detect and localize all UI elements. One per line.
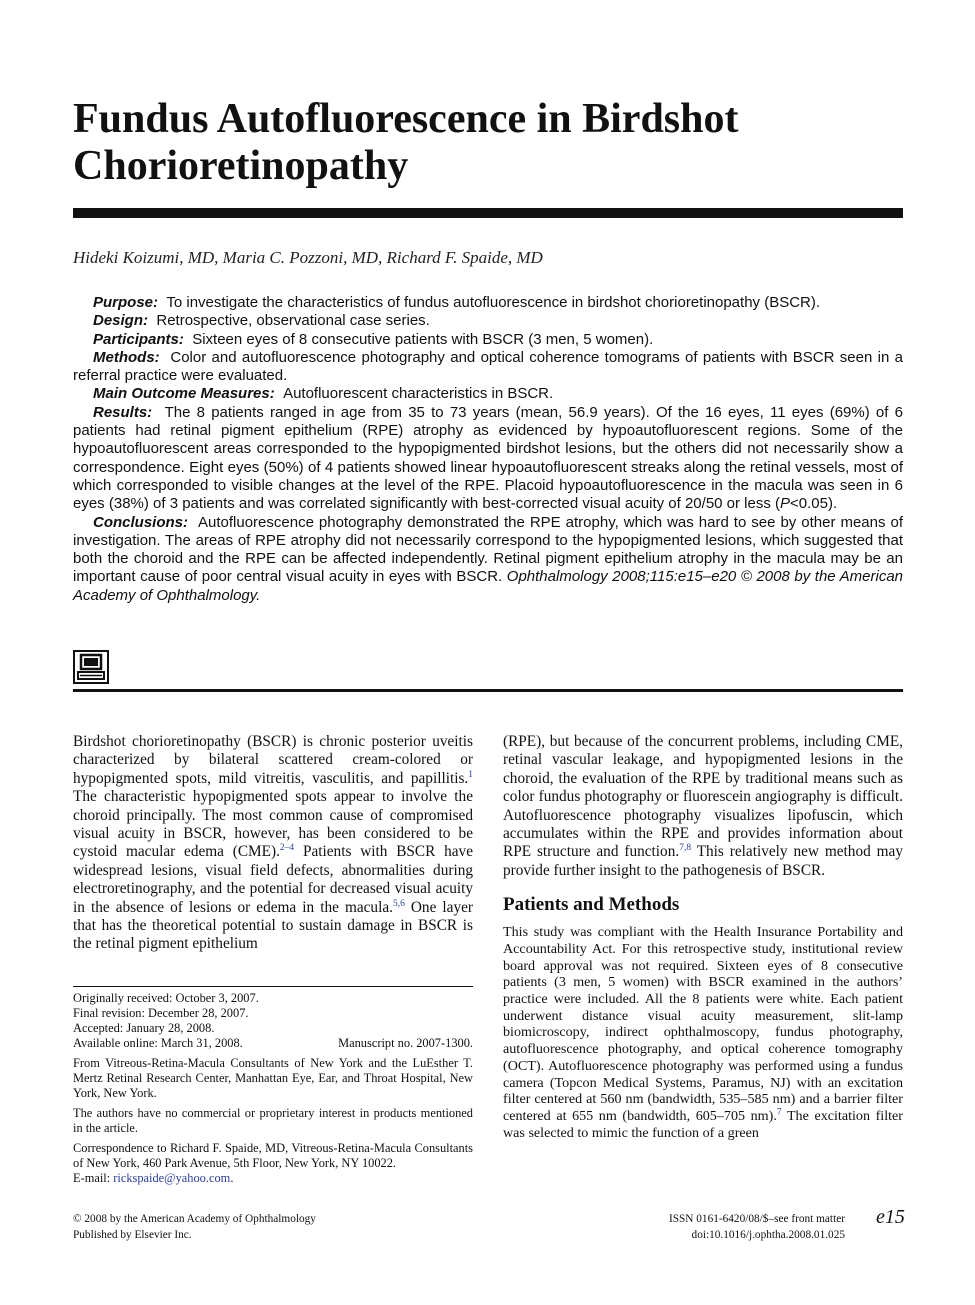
email-label: E-mail:	[73, 1171, 114, 1185]
intro-text-2: The characteristic hypopigmented spots appear to involve the choroid principally. The most common cause of compromised visual acuity in BSCR, however, has been considered to be cystoid macular edema (CME).	[73, 788, 473, 861]
article-title: Fundus Autofluorescence in Birdshot Chorioretinopathy	[73, 96, 739, 189]
abstract-results	[73, 404, 903, 514]
abstract-participants	[73, 331, 903, 349]
conclusions-text: Autofluorescence photography demonstrated the RPE atrophy, which was hard to see by other means of investigation. The areas of RPE atrophy did not necessarily correspond to the hypopigmented lesions, which suggested that both the choroid and the RPE can be affected independently. Retinal pigment epithelium atrophy in the macula may be an important cause of poor central visual acuity in eyes with BSCR.	[73, 513, 903, 586]
date-revision: Final revision: December 28, 2007.	[73, 1006, 249, 1020]
intro-continued-text-1: (RPE), but because of the concurrent problems, including CME, retinal vascular leakage, and hypopigmented lesions in the choroid, the evaluation of the RPE by traditional means such as color fundus photography or fluorescein angiography is difficult. Autofluorescence photography visualizes lipofuscin, which accumulates within the RPE and provides information about RPE structure and function.	[503, 733, 903, 861]
doi[interactable]: doi:10.1016/j.ophtha.2008.01.025	[691, 1228, 845, 1241]
author-list: Hideki Koizumi, MD, Maria C. Pozzoni, MD, Richard F. Spaide, MD	[73, 248, 543, 267]
abstract	[73, 294, 903, 605]
results-text-end: <0.05).	[790, 495, 838, 513]
intro-paragraph	[73, 733, 473, 954]
purpose-label: Purpose:	[93, 294, 159, 311]
title-rule	[73, 208, 903, 218]
abstract-conclusions	[73, 514, 903, 605]
results-text: The 8 patients ranged in age from 35 to 73 years (mean, 56.9 years). Of the 16 eyes, 11 eyes (69%) of 6 patients had retinal pigment epithelium (RPE) atrophy as evidenced by hypoautofluorescent regions. Some of the hypoautofluorescent areas corresponded to the hypopigmented birdshot lesions, but the others did not necessarily show a correspondence. Eight eyes (50%) of 4 patients showed linear hypoautofluorescent streaks along the retinal vessels, most of which corresponded to visible changes at the level of the RPE. Placoid hypoautofluorescence in the macula was seen in 6 eyes (38%) of 3 patients and was correlated significantly with best-corrected visual acuity of 20/50 or less (	[73, 403, 903, 513]
affiliation: From Vitreous-Retina-Macula Consultants of New York and the LuEsther T. Mertz Retinal Research Center, Manhattan Eye, Ear, and Throat Hospital, New York, New York.	[73, 1056, 473, 1100]
methods-label: Methods:	[93, 348, 160, 366]
abstract-outcome	[73, 385, 903, 403]
conclusions-label: Conclusions:	[93, 513, 189, 531]
footer-left	[73, 1212, 316, 1243]
footer-right	[600, 1212, 845, 1243]
conflict-of-interest: The authors have no commercial or proprietary interest in products mentioned in the article.	[73, 1106, 473, 1135]
publisher: Published by Elsevier Inc.	[73, 1228, 192, 1241]
date-online: Available online: March 31, 2008.	[73, 1036, 243, 1050]
section-heading-patients-methods: Patients and Methods	[503, 894, 680, 916]
page-number: e15	[876, 1206, 905, 1228]
footnote-dates	[73, 991, 473, 1051]
methods-text-2: The excitation filter was selected to mimic the function of a green	[503, 1107, 903, 1141]
manuscript-number: Manuscript no. 2007-1300.	[338, 1036, 473, 1050]
section-rule	[73, 689, 903, 692]
p-value-symbol: P	[780, 495, 791, 513]
intro-text-4: One layer that has the theoretical potential to sustain damage in BSCR is the retinal pigment epithelium	[73, 898, 473, 953]
ref-7[interactable]: 7	[776, 1107, 782, 1118]
participants-text: Sixteen eyes of 8 consecutive patients with BSCR (3 men, 5 women).	[192, 330, 654, 348]
date-received: Originally received: October 3, 2007.	[73, 991, 259, 1005]
design-label: Design:	[93, 312, 149, 330]
correspondence-text: Correspondence to Richard F. Spaide, MD, Vitreous-Retina-Macula Consultants of New York, 460 Park Avenue, 5th Floor, New York, NY 10022.	[73, 1141, 473, 1170]
journal-citation: Ophthalmology 2008;115:e15–e20 © 2008 by the American Academy of Ophthalmology.	[73, 568, 904, 604]
results-label: Results:	[93, 403, 153, 421]
footnote-rule	[73, 986, 473, 987]
computer-monitor-icon[interactable]	[73, 650, 109, 684]
ref-2-4[interactable]: 2–4	[279, 843, 295, 854]
methods-text-1: This study was compliant with the Health Insurance Portability and Accountability Act. For this retrospective study, institutional review board approval was not required. Sixteen eyes of 8 consecutive patients (3 men, 5 women) with BSCR examined in the authors’ practice were included. All the 8 patients were white. Each patient underwent distance visual acuity measurement, slit-lamp biomicroscopy, indirect ophthalmoscopy, fundus photography, autofluorescence photography, and optical coherence tomography (OCT). Autofluorescence photography was performed using a fundus camera (Topcon Medical Systems, Paramus, NJ) with an excitation filter centered at 560 nm (bandwidth, 535–585 nm) and a barrier filter centered at 655 nm (bandwidth, 605–705 nm).	[503, 924, 903, 1124]
outcome-label: Main Outcome Measures:	[93, 385, 275, 403]
abstract-methods	[73, 349, 903, 386]
body-column-left	[73, 733, 473, 954]
methods-paragraph	[503, 924, 903, 1141]
abstract-purpose	[73, 294, 903, 312]
intro-continued-text-2: This relatively new method may provide further insight to the pathogenesis of BSCR.	[503, 843, 903, 879]
issn: ISSN 0161-6420/08/$–see front matter	[668, 1213, 845, 1225]
design-text: Retrospective, observational case series.	[156, 312, 430, 330]
ref-7-8[interactable]: 7,8	[679, 843, 692, 854]
abstract-design	[73, 312, 903, 330]
footnotes	[73, 991, 473, 1191]
ref-5-6[interactable]: 5,6	[392, 898, 405, 909]
intro-continued	[503, 733, 903, 880]
outcome-text: Autofluorescent characteristics in BSCR.	[283, 385, 554, 403]
body-column-right	[503, 733, 903, 1141]
correspondence	[73, 1141, 473, 1186]
date-accepted: Accepted: January 28, 2008.	[73, 1021, 215, 1035]
intro-text-1: Birdshot chorioretinopathy (BSCR) is chronic posterior uveitis characterized by bilateral scattered cream-colored or hypopigmented spots, mild vitreitis, vasculitis, and papillitis.	[73, 733, 473, 787]
email-end: .	[230, 1171, 234, 1185]
email-link[interactable]: rickspaide@yahoo.com	[113, 1171, 231, 1185]
purpose-text: To investigate the characteristics of fundus autofluorescence in birdshot chorioretinopathy (BSCR).	[166, 294, 821, 311]
ref-1[interactable]: 1	[468, 769, 473, 780]
methods-text: Color and autofluorescence photography and optical coherence tomograms of patients with BSCR seen in a referral practice were evaluated.	[73, 348, 903, 385]
copyright: © 2008 by the American Academy of Ophthalmology	[73, 1213, 316, 1225]
participants-label: Participants:	[93, 330, 184, 348]
intro-text-3: Patients with BSCR have widespread lesions, visual field defects, abnormalities during electroretinography, and the potential for decreased visual acuity in the absence of lesions or edema in the macula.	[73, 843, 473, 916]
